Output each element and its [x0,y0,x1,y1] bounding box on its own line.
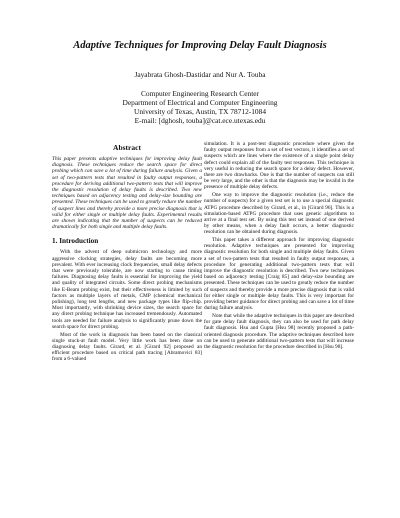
intro-paragraph: Note that while the adaptive techniques in this paper are described for gate delay fault diagnosis, they can also be used for path delay fault diagnosis. Hsu and Gupta [Hsu 98] recently proposed a path-oriented diagnosis procedure. The adaptive techniques described here can be used to generate additional two-pattern tests that will increase the diagnostic resolution for the procedure described in [Hsu 98]. [204,312,354,350]
affiliation-line: Computer Engineering Research Center [140,89,259,98]
affiliation-email: E-mail: [dghosh, touba]@cat.ece.utexas.edu [134,116,266,125]
right-column [204,141,354,511]
intro-paragraph: Most of the work in diagnosis has been based on the classical single stuck-at fault model. Very little work has been done on diagnosing delay faults. Girard, et al. [Girard 92] proposed an efficient procedure based on critical path tracing [Abramovici 83] from a 6-valued [52,331,202,363]
affiliation-line: University of Texas, Austin, TX 78712-1084 [133,107,267,116]
section-heading-introduction: 1. Introduction [52,237,99,246]
paper-title: Adaptive Techniques for Improving Delay Fault Diagnosis [73,40,327,51]
author-affiliation [20,89,380,125]
paper-authors: Jayabrata Ghosh-Dastidar and Nur A. Touba [134,70,266,79]
intro-paragraph: With the advent of deep submicron technology and more aggressive clocking strategies, delay faults are becoming more prevalent. With ever increasing clock frequencies, small delay defects that were previously tolerable, are now starting to cause timing failures. Diagnosing delay faults is essential for improving the yield and quality of integrated circuits. Some direct probing mechanisms like E-Beam probing exist, but their effectiveness is limited by such factors as multiple layers of metals, CMP (chemical mechanical polishing), long test lengths, and new package types like flip-chip. Most importantly, with shrinking device sizes, the search space for any direct probing technique has increased tremendously. Automated tools are needed for failure analysis to significantly prune down the search space for direct probing. [52,249,202,330]
intro-paragraph: This paper takes a different approach for improving diagnostic resolution. Adaptive techniques are presented for improving diagnostic resolution for both single and multiple delay faults. Given a set of two-pattern tests that resulted in faulty output responses, a procedure for generating additional two-pattern tests that will improve the diagnostic resolution is described. Two new techniques based on adjacency testing [Craig 85] and delay-size bounding are presented. These techniques can be used to greatly reduce the number of suspects and thereby provide a more precise diagnosis that is valid for either single or multiple delay faults. This is very important for providing better guidance for direct probing and can save a lot of time during failure analysis. [204,237,354,312]
left-column [52,143,202,503]
affiliation-line: Department of Electrical and Computer Engineering [122,98,278,107]
intro-paragraph: One way to improve the diagnostic resolution (i.e., reduce the number of suspects) for a given test set is to use a special diagnostic ATPG procedure described by Girard, et al., in [Girard 96]. This is a simulation-based ATPG procedure that uses genetic algorithms to arrive at a final test set. By using this test set instead of one derived by other means, when a delay fault occurs, a better diagnostic resolution can be obtained during diagnosis. [204,192,354,236]
intro-paragraph-continued: simulation. It is a post-test diagnostic procedure where given the faulty output responses from a set of test vectors, it identifies a set of suspects which are lines where the existence of a single point delay defect could explain all of the faulty test responses. This technique is very useful in reducing the search space for a delay defect. However, there are two drawbacks. One is that the number of suspects can still be very large, and the other is that the diagnosis may be invalid in the presence of multiple delay defects. [204,141,354,191]
abstract-text: This paper presents adaptive techniques for improving delay fault diagnosis. These techniques reduce the search space for direct probing which can save a lot of time during failure analysis. Given a set of two-pattern tests that resulted in faulty output responses, a procedure for deriving additional two-pattern tests that will improve the diagnostic resolution of delay faults is described. Two new techniques based on adjacency testing and delay-size bounding are presented. These techniques can be used to greatly reduce the number of suspect lines and thereby provide a more precise diagnosis that is valid for either single or multiple delay faults. Experimental results are shown indicating that the number of suspects can be reduced dramatically for both single and multiple delay faults. [52,156,202,231]
abstract-heading: Abstract [113,143,141,152]
